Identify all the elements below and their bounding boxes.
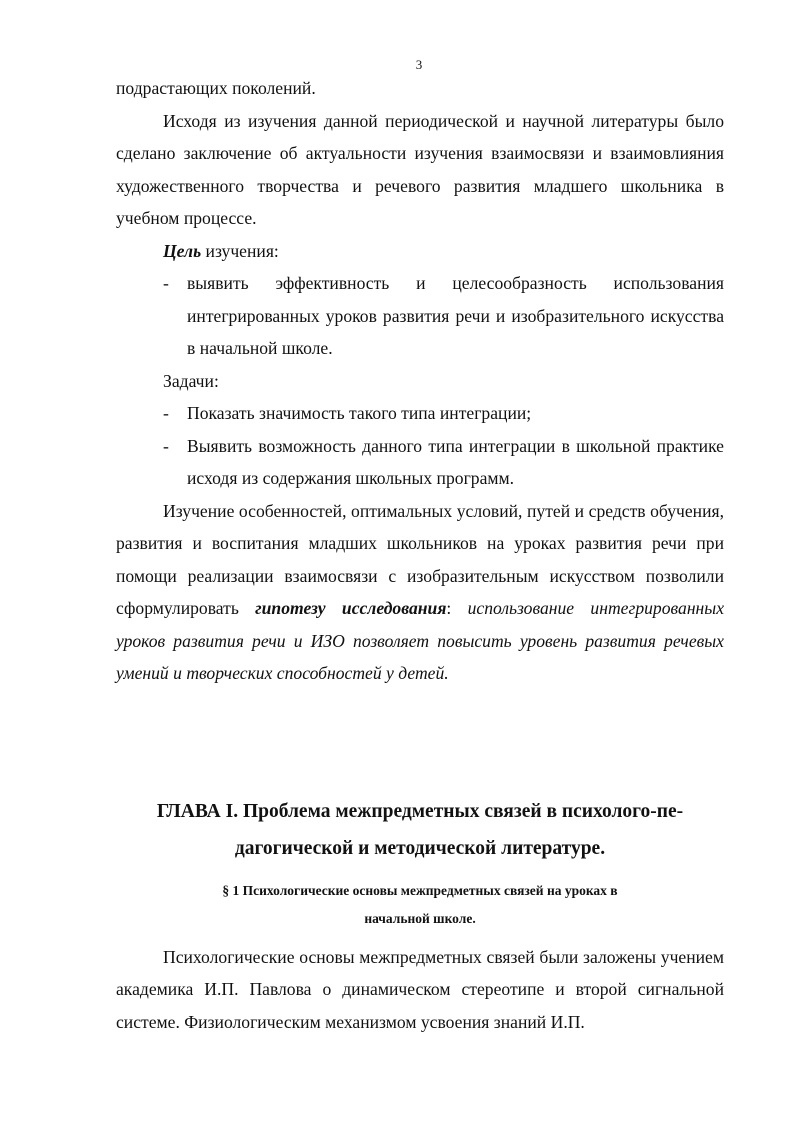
paragraph-continuation: подрастающих поколений. (116, 78, 316, 98)
hypothesis-text: использование интегрированных уроков развития речи и ИЗО позволяет повысить уровень развития речевых умений и творческих способностей у детей. (116, 598, 724, 683)
section-title-line: начальной школе. (364, 910, 476, 926)
hypothesis-lead: Изучение особенностей, оптимальных условий, путей и средств обучения, развития и воспитания младших школьников на уроках развития речи при помощи реализации взаимосвязи с изобразительным искусством позволили сформулировать (116, 500, 724, 618)
list-dash: - (163, 435, 169, 456)
document-body (116, 72, 724, 1038)
task-text: Показать значимость такого типа интеграции; (187, 403, 532, 423)
goal-label: Цель (163, 240, 202, 261)
tasks-heading: Задачи: (163, 370, 219, 391)
goal-list-item (116, 267, 724, 365)
goal-rest: изучения: (201, 240, 279, 261)
hypothesis-label: гипотезу исследования (255, 598, 447, 618)
paragraph-psychological-basis: Психологические основы межпредметных связей были заложены учением академика И.П. Павлова о динамическом стереотипе и второй сигнальной системе. Физиологическим механизмом усвоения знаний И.П. (116, 946, 724, 1032)
list-dash: - (163, 403, 169, 423)
section-title (116, 877, 724, 933)
chapter-title: ГЛАВА I. Проблема межпредметных связей в психолого-пе-дагогической и методической литературе. (156, 800, 684, 859)
hypothesis-paragraph (116, 495, 724, 690)
hypothesis-colon: : (446, 598, 468, 618)
page-number: 3 (415, 57, 423, 72)
goal-heading (116, 235, 724, 268)
section-title-line: § 1 Психологические основы межпредметных связей на уроках в (222, 882, 618, 898)
task-list-item (116, 430, 724, 495)
goal-item-text: выявить эффективность и целесообразность использования интегрированных уроков развития речи и изобразительного искусства в начальной школе. (187, 273, 724, 358)
paragraph-conclusion: Исходя из изучения данной периодической и научной литературы было сделано заключение об актуальности изучения взаимосвязи и взаимовлияния художественного творчества и речевого развития младшего школьника в учебном процессе. (116, 110, 724, 228)
task-list-item (116, 397, 724, 430)
list-dash: - (163, 273, 169, 293)
task-text: Выявить возможность данного типа интеграции в школьной практике исходя из содержания школьных программ. (187, 435, 724, 488)
